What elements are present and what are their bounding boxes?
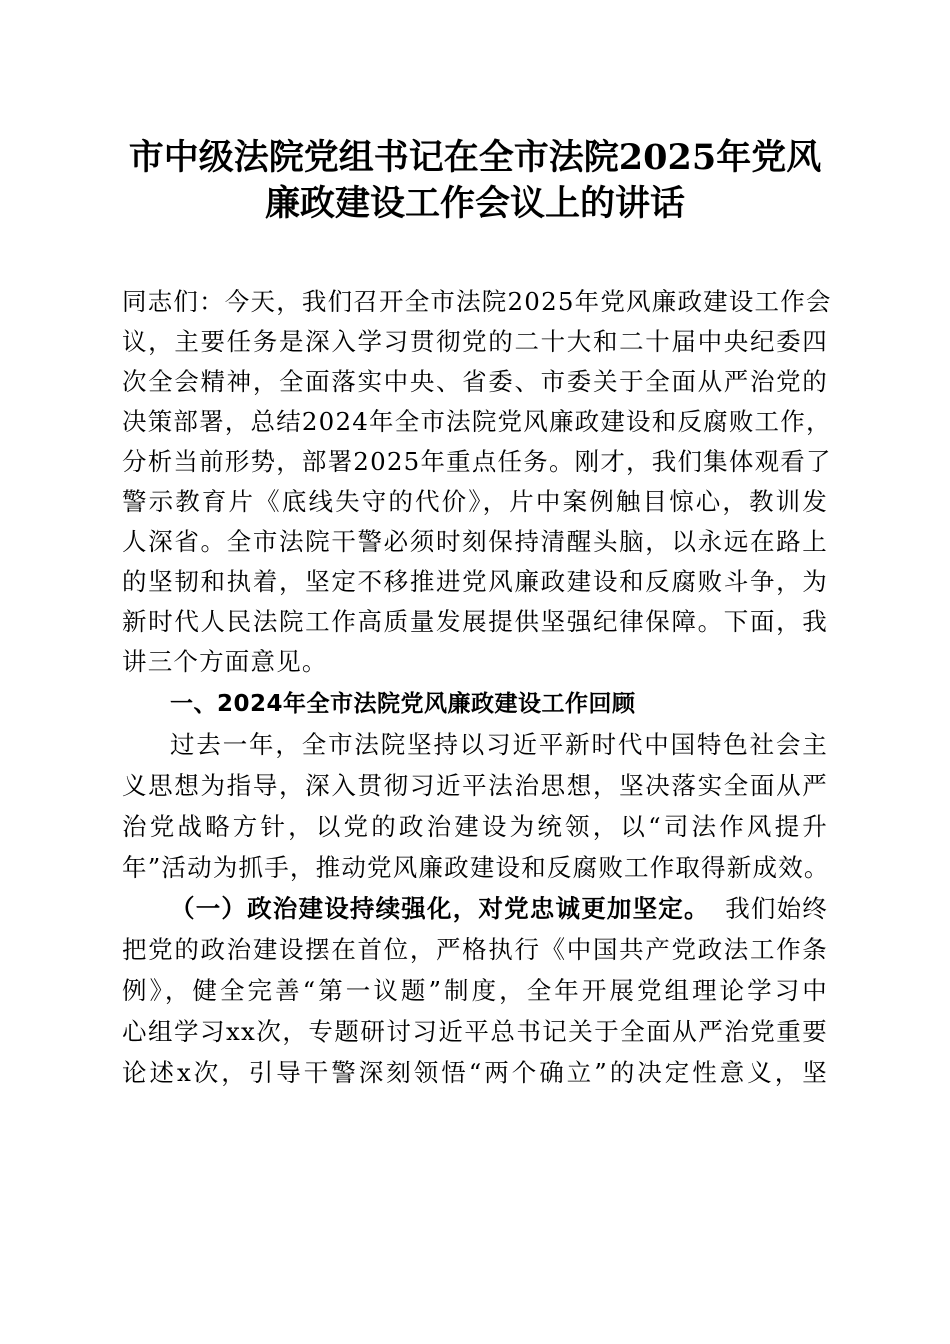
body-line: 的坚韧和执着，坚定不移推进党风廉政建设和反腐败斗争，为 [122, 567, 828, 596]
body-line: 论述x次，引导干警深刻领悟“两个确立”的决定性意义，坚 [122, 1058, 828, 1087]
body-line: 心组学习xx次，专题研讨习近平总书记关于全面从严治党重要 [122, 1017, 828, 1046]
section-heading-1: 一、2024年全市法院党风廉政建设工作回顾 [170, 691, 636, 717]
document-title [0, 135, 950, 227]
title-line-1: 市中级法院党组书记在全市法院2025年党风 [128, 137, 822, 178]
body-line: 警示教育片《底线失守的代价》，片中案例触目惊心，教训发 [122, 487, 828, 516]
body-line: 次全会精神，全面落实中央、省委、市委关于全面从严治党的 [122, 367, 828, 396]
body-line: 例》，健全完善“第一议题”制度，全年开展党组理论学习中 [122, 976, 828, 1005]
body-line: 讲三个方面意见。 [122, 647, 328, 676]
body-line: 决策部署，总结2024年全市法院党风廉政建设和反腐败工作， [122, 407, 832, 436]
body-line: 新时代人民法院工作高质量发展提供坚强纪律保障。下面，我 [122, 607, 828, 636]
body-line: 年”活动为抓手，推动党风廉政建设和反腐败工作取得新成效。 [122, 853, 830, 882]
body-line: 议，主要任务是深入学习贯彻党的二十大和二十届中央纪委四 [122, 327, 828, 356]
body-line: 把党的政治建设摆在首位，严格执行《中国共产党政法工作条 [122, 935, 828, 964]
subsection-line [170, 889, 828, 929]
body-line: 治党战略方针，以党的政治建设为统领，以“司法作风提升 [122, 812, 828, 841]
body-line: 义思想为指导，深入贯彻习近平法治思想，坚决落实全面从严 [122, 771, 828, 800]
document-body [122, 282, 832, 1182]
title-line-2: 廉政建设工作会议上的讲话 [264, 183, 685, 224]
body-line: 人深省。全市法院干警必须时刻保持清醒头脑，以永远在路上 [122, 527, 828, 556]
subsection-heading-1: （一）政治建设持续强化，对党忠诚更加坚定。 [170, 894, 710, 923]
body-line: 过去一年，全市法院坚持以习近平新时代中国特色社会主 [170, 730, 828, 759]
body-line: 分析当前形势，部署2025年重点任务。刚才，我们集体观看了 [122, 447, 832, 476]
body-line: 同志们：今天，我们召开全市法院2025年党风廉政建设工作会 [122, 287, 832, 316]
body-text-span: 我们始终 [725, 894, 828, 923]
